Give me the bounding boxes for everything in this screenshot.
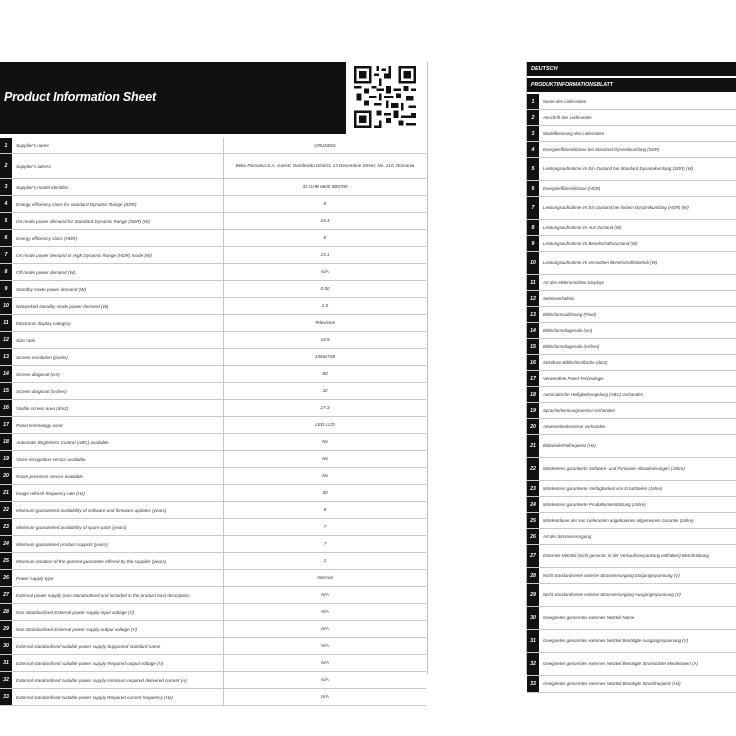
- table-row: [527, 529, 736, 545]
- row-number: 6: [527, 181, 539, 196]
- row-value: 32 GHB 6600 5B5700: [223, 179, 426, 195]
- row-value: 0.50: [223, 281, 426, 297]
- table-row: [0, 536, 426, 553]
- right-info-sheet-german: [526, 62, 736, 687]
- row-number: 30: [0, 638, 12, 654]
- row-label: Nicht standardisierte externe Stromversorgung Eingangsspannung (V): [543, 572, 680, 578]
- row-number: 31: [0, 655, 12, 671]
- row-number: 15: [527, 339, 539, 354]
- row-value: 2: [223, 553, 426, 569]
- row-label: Spracherkennungssensor vorhanden: [543, 407, 616, 413]
- row-number: 33: [527, 676, 539, 692]
- row-number: 1: [527, 94, 539, 109]
- row-value: GRUNDIG: [223, 138, 426, 153]
- row-label: Minimum guaranteed availability of spare parts (years): [16, 524, 127, 530]
- row-label: Geeignetes genormtes externes Netzteil Benötigte Ausgangsspannung (V): [543, 638, 689, 644]
- row-number: 7: [0, 247, 12, 263]
- row-value: E: [223, 230, 426, 246]
- row-label: Art des elektronischen Displays: [543, 279, 605, 285]
- table-row: [527, 94, 736, 110]
- row-label: External standardised suitable power supply Supported standard name: [16, 643, 161, 649]
- row-number: 3: [527, 126, 539, 141]
- row-number: 9: [527, 236, 539, 251]
- table-row: [0, 451, 426, 468]
- row-label: On mode power demand in High Dynamic Range (HDR) mode (W): [16, 252, 152, 258]
- row-number: 24: [0, 536, 12, 552]
- row-number: 30: [527, 607, 539, 629]
- row-label: Leistungsaufnahme im vernetzten Bereitschaftsbetrieb (W): [543, 260, 658, 266]
- row-number: 27: [527, 545, 539, 567]
- table-row: [0, 383, 426, 400]
- table-row: [527, 220, 736, 236]
- row-value: Beko Romania S.A. Gaesti, Dambovita District, 13 Decembrie Street, No. 210, Romania: [223, 154, 426, 178]
- row-number: 9: [0, 281, 12, 297]
- language-header: DEUTSCH: [527, 62, 736, 76]
- row-label: On mode power demand for Standard Dynamic Range (SDR) (W): [16, 218, 150, 224]
- row-label: Leistungsaufnahme im Bereitschaftszustand (W): [543, 240, 638, 246]
- row-number: 14: [527, 323, 539, 338]
- row-label: Visible screen area (dm2): [16, 405, 69, 411]
- row-label: Name des Lieferanten: [543, 98, 587, 104]
- row-label: External standardised suitable power supply Required current frequency (Hz): [16, 694, 173, 700]
- row-number: 13: [0, 349, 12, 365]
- table-row: [0, 655, 426, 672]
- row-number: 20: [527, 419, 539, 434]
- row-number: 25: [0, 553, 12, 569]
- table-row: [527, 236, 736, 252]
- table-row: [0, 570, 426, 587]
- row-number: 27: [0, 587, 12, 603]
- table-row: [527, 584, 736, 607]
- row-label: Networked standby mode power demand (W): [16, 303, 109, 309]
- row-value: N/A: [223, 587, 426, 603]
- table-row: [0, 434, 426, 451]
- table-row: [0, 213, 426, 230]
- row-label: Externes Netzteil (nicht genormt, in der Verkaufsverpackung enthalten) Beschreibung: [543, 553, 709, 559]
- table-row: [527, 323, 736, 339]
- row-value: 50: [223, 485, 426, 501]
- row-number: 24: [527, 497, 539, 512]
- table-row: [0, 366, 426, 383]
- row-number: 21: [0, 485, 12, 501]
- table-row: [527, 307, 736, 323]
- row-label: Bildschirmauflösung (Pixel): [543, 311, 596, 317]
- row-number: 1: [0, 138, 12, 153]
- row-label: Energy efficiency class for standard Dynamic Range (SDR): [16, 201, 137, 207]
- row-number: 18: [527, 387, 539, 402]
- row-label: Minimum duration of the general guarantee offered by the supplier (years): [16, 558, 167, 564]
- table-row: [0, 154, 426, 179]
- table-row: [527, 568, 736, 584]
- row-label: Sichtbare Bildschirmfläche (dm2): [543, 359, 608, 365]
- row-label: Bildschirmdiagonale (cm): [543, 327, 593, 333]
- row-value: N/A: [223, 264, 426, 280]
- row-value: 7: [223, 519, 426, 535]
- table-row: [527, 497, 736, 513]
- row-label: Supplier's model identifier: [16, 184, 69, 190]
- row-label: Bildschirmdiagonale (Inches): [543, 343, 600, 349]
- table-row: [0, 638, 426, 655]
- row-value: 8: [223, 502, 426, 518]
- table-row: [0, 196, 426, 213]
- row-label: Image refresh frequency rate (Hz): [16, 490, 85, 496]
- row-value: N/A: [223, 655, 426, 671]
- row-label: Seitenverhältnis: [543, 295, 575, 301]
- row-label: Leistungsaufnahme im Ein-Zustand bei hohem Dynamikumfang (HDR) (W): [543, 205, 689, 211]
- row-label: Mindestens garantierte Produktunterstützung (Jahre): [543, 501, 646, 507]
- row-number: 4: [0, 196, 12, 212]
- row-value: 7: [223, 536, 426, 552]
- row-label: Mindestens garantierte Verfügbarkeit von Ersatzteilen (Jahre): [543, 485, 663, 491]
- table-row: [0, 553, 426, 570]
- table-row: [0, 349, 426, 366]
- row-number: 7: [527, 197, 539, 219]
- table-row: [527, 403, 736, 419]
- row-label: Off mode power demand (W): [16, 269, 76, 275]
- table-row: [527, 419, 736, 435]
- row-label: Leistungsaufnahme im Ein-Zustand bei Standard-Dynamikumfang (SDR) (W): [543, 166, 694, 172]
- row-label: Voice recognition sensor available: [16, 456, 86, 462]
- row-label: Mindestens garantierte Software- und Firmware-Aktualisierungen (Jahre): [543, 466, 685, 472]
- spec-table-german: [527, 94, 736, 693]
- row-number: 26: [0, 570, 12, 586]
- table-row: [527, 355, 736, 371]
- table-row: [527, 676, 736, 693]
- row-number: 16: [527, 355, 539, 370]
- row-value: N/A: [223, 604, 426, 620]
- row-number: 11: [527, 275, 539, 290]
- row-label: Automatische Helligkeitsregelung (ABC) vorhanden: [543, 391, 644, 397]
- table-row: [527, 158, 736, 181]
- row-label: Geeignetes genormtes externes Netzteil Benötigte Stromstärke Mindestwert (A): [543, 661, 698, 667]
- row-value: 16:9: [223, 332, 426, 348]
- row-label: Minimum guaranteed product support (years): [16, 541, 108, 547]
- table-row: [527, 126, 736, 142]
- row-label: Panel technology used: [16, 422, 63, 428]
- row-label: Screen diagonal (inches): [16, 388, 67, 394]
- row-label: Geeignetes genormtes externes Netzteil Name: [543, 615, 635, 621]
- row-number: 15: [0, 383, 12, 399]
- table-row: [0, 468, 426, 485]
- row-number: 12: [527, 291, 539, 306]
- table-row: [0, 332, 426, 349]
- row-number: 8: [0, 264, 12, 280]
- header-banner: [0, 62, 346, 134]
- row-number: 6: [0, 230, 12, 246]
- row-value: E: [223, 196, 426, 212]
- table-row: [0, 400, 426, 417]
- table-row: [0, 519, 426, 536]
- table-row: [527, 545, 736, 568]
- table-row: [527, 181, 736, 197]
- table-row: [527, 197, 736, 220]
- row-label: Supplier's name: [16, 143, 49, 148]
- row-number: 33: [0, 689, 12, 705]
- table-row: [0, 587, 426, 604]
- row-number: 22: [527, 458, 539, 480]
- row-number: 16: [0, 400, 12, 416]
- row-number: 23: [527, 481, 539, 496]
- row-label: Leistungsaufnahme im Aus-Zustand (W): [543, 224, 622, 230]
- row-number: 17: [527, 371, 539, 386]
- table-row: [0, 485, 426, 502]
- table-row: [0, 672, 426, 689]
- table-row: [527, 275, 736, 291]
- row-label: Room presence sensor available: [16, 473, 83, 479]
- row-label: Automatic Brightness Control (ABC) available: [16, 439, 109, 445]
- row-number: 19: [527, 403, 539, 418]
- row-label: Anwesenheitssensor vorhanden: [543, 423, 606, 429]
- row-label: External power supply (non-standardised and included in the product box) description: [16, 592, 190, 598]
- row-label: Nicht standardisierte externe Stromversorgung Ausgangsspannung (V): [543, 592, 681, 598]
- row-number: 20: [0, 468, 12, 484]
- row-label: Bildwiederholfrequenz (Hz): [543, 443, 596, 449]
- row-number: 29: [527, 584, 539, 606]
- row-number: 31: [527, 630, 539, 652]
- row-label: Energieeffizienzklasse bei Standard-Dynamikumfang (SDR): [543, 146, 660, 152]
- table-row: [527, 252, 736, 275]
- table-row: [0, 264, 426, 281]
- row-label: Anschrift des Lieferanten: [543, 114, 592, 120]
- table-row: [527, 387, 736, 403]
- row-number: 12: [0, 332, 12, 348]
- row-number: 2: [527, 110, 539, 125]
- row-number: 10: [0, 298, 12, 314]
- row-label: Electronic display category: [16, 320, 71, 326]
- row-value: 24.1: [223, 247, 426, 263]
- row-label: Screen diagonal (cm): [16, 371, 60, 377]
- row-number: 26: [527, 529, 539, 544]
- row-label: Supplier's adress: [16, 163, 52, 169]
- table-row: [527, 630, 736, 653]
- row-number: 29: [0, 621, 12, 637]
- row-value: 32: [223, 383, 426, 399]
- table-row: [527, 291, 736, 307]
- row-value: N/A: [223, 689, 426, 705]
- row-label: Energy efficiency class (HDR): [16, 235, 78, 241]
- table-row: [527, 607, 736, 630]
- table-row: [527, 435, 736, 458]
- row-number: 28: [0, 604, 12, 620]
- row-label: Size ratio: [16, 337, 36, 343]
- row-number: 2: [0, 154, 12, 178]
- sheet-subtitle: PRODUKTINFORMATIONSBLATT: [527, 78, 736, 92]
- row-number: 25: [527, 513, 539, 528]
- table-row: [527, 653, 736, 676]
- row-number: 32: [0, 672, 12, 688]
- row-label: Art der Stromversorgung: [543, 533, 592, 539]
- table-row: [527, 513, 736, 529]
- row-label: Geeignetes genormtes externes Netzteil Benötigte Stromfrequenz (Hz): [543, 681, 681, 687]
- row-value: N/A: [223, 672, 426, 688]
- row-value: N/A: [223, 638, 426, 654]
- row-label: Modellkennung des Lieferanten: [543, 130, 605, 136]
- table-row: [0, 417, 426, 434]
- row-number: 4: [527, 142, 539, 157]
- row-number: 5: [527, 158, 539, 180]
- row-value: No: [223, 451, 426, 467]
- row-value: 24.4: [223, 213, 426, 229]
- row-number: 23: [0, 519, 12, 535]
- row-number: 32: [527, 653, 539, 675]
- table-row: [0, 689, 426, 706]
- table-row: [527, 339, 736, 355]
- table-row: [0, 281, 426, 298]
- table-row: [0, 179, 426, 196]
- table-row: [0, 298, 426, 315]
- row-value: 27.3: [223, 400, 426, 416]
- row-label: External standardised suitable power supply Required output voltage (V): [16, 660, 164, 666]
- row-label: Non-Standardised External power supply input voltage (V): [16, 609, 135, 615]
- row-label: Non-Standardised External power supply output voltage (V): [16, 626, 138, 632]
- qr-code-icon: [354, 66, 416, 128]
- table-row: [0, 230, 426, 247]
- row-value: Television: [223, 315, 426, 331]
- table-row: [0, 138, 426, 154]
- row-label: Energieeffizienzklasse (HDR): [543, 185, 601, 191]
- row-label: Verwendete Panel-Technologie: [543, 375, 604, 381]
- row-number: 11: [0, 315, 12, 331]
- sheet-title: Product Information Sheet: [4, 90, 156, 104]
- row-value: 2.0: [223, 298, 426, 314]
- table-row: [527, 458, 736, 481]
- row-value: No: [223, 434, 426, 450]
- sheet-header: [0, 62, 426, 134]
- row-value: Internal: [223, 570, 426, 586]
- row-value: N/A: [223, 621, 426, 637]
- row-value: 1366x768: [223, 349, 426, 365]
- row-label: Screen resolution (pixels): [16, 354, 68, 360]
- table-row: [0, 502, 426, 519]
- table-row: [527, 371, 736, 387]
- row-number: 8: [527, 220, 539, 235]
- row-number: 28: [527, 568, 539, 583]
- table-row: [0, 315, 426, 332]
- row-label: External standardised suitable power supply minimum required delivered current (A): [16, 677, 187, 683]
- row-number: 13: [527, 307, 539, 322]
- row-number: 10: [527, 252, 539, 274]
- row-number: 5: [0, 213, 12, 229]
- row-number: 19: [0, 451, 12, 467]
- row-number: 21: [527, 435, 539, 457]
- table-row: [527, 142, 736, 158]
- row-value: 80: [223, 366, 426, 382]
- row-value: No: [223, 468, 426, 484]
- table-row: [0, 621, 426, 638]
- row-value: LED LCD: [223, 417, 426, 433]
- table-row: [0, 247, 426, 264]
- row-label: Power supply type: [16, 575, 54, 581]
- table-row: [0, 604, 426, 621]
- row-number: 22: [0, 502, 12, 518]
- table-row: [527, 110, 736, 126]
- row-number: 17: [0, 417, 12, 433]
- row-number: 18: [0, 434, 12, 450]
- spec-table-english: [0, 138, 426, 706]
- row-label: Standby mode power demand (W): [16, 286, 86, 292]
- row-number: 14: [0, 366, 12, 382]
- row-number: 3: [0, 179, 12, 195]
- row-label: Minimum guaranteed availability of software and firmware updates (years): [16, 507, 167, 513]
- left-info-sheet: [0, 62, 428, 700]
- table-row: [527, 481, 736, 497]
- row-label: Mindestdauer der von Lieferanten angebotenen allgemeinen Garantie (Jahre): [543, 517, 694, 523]
